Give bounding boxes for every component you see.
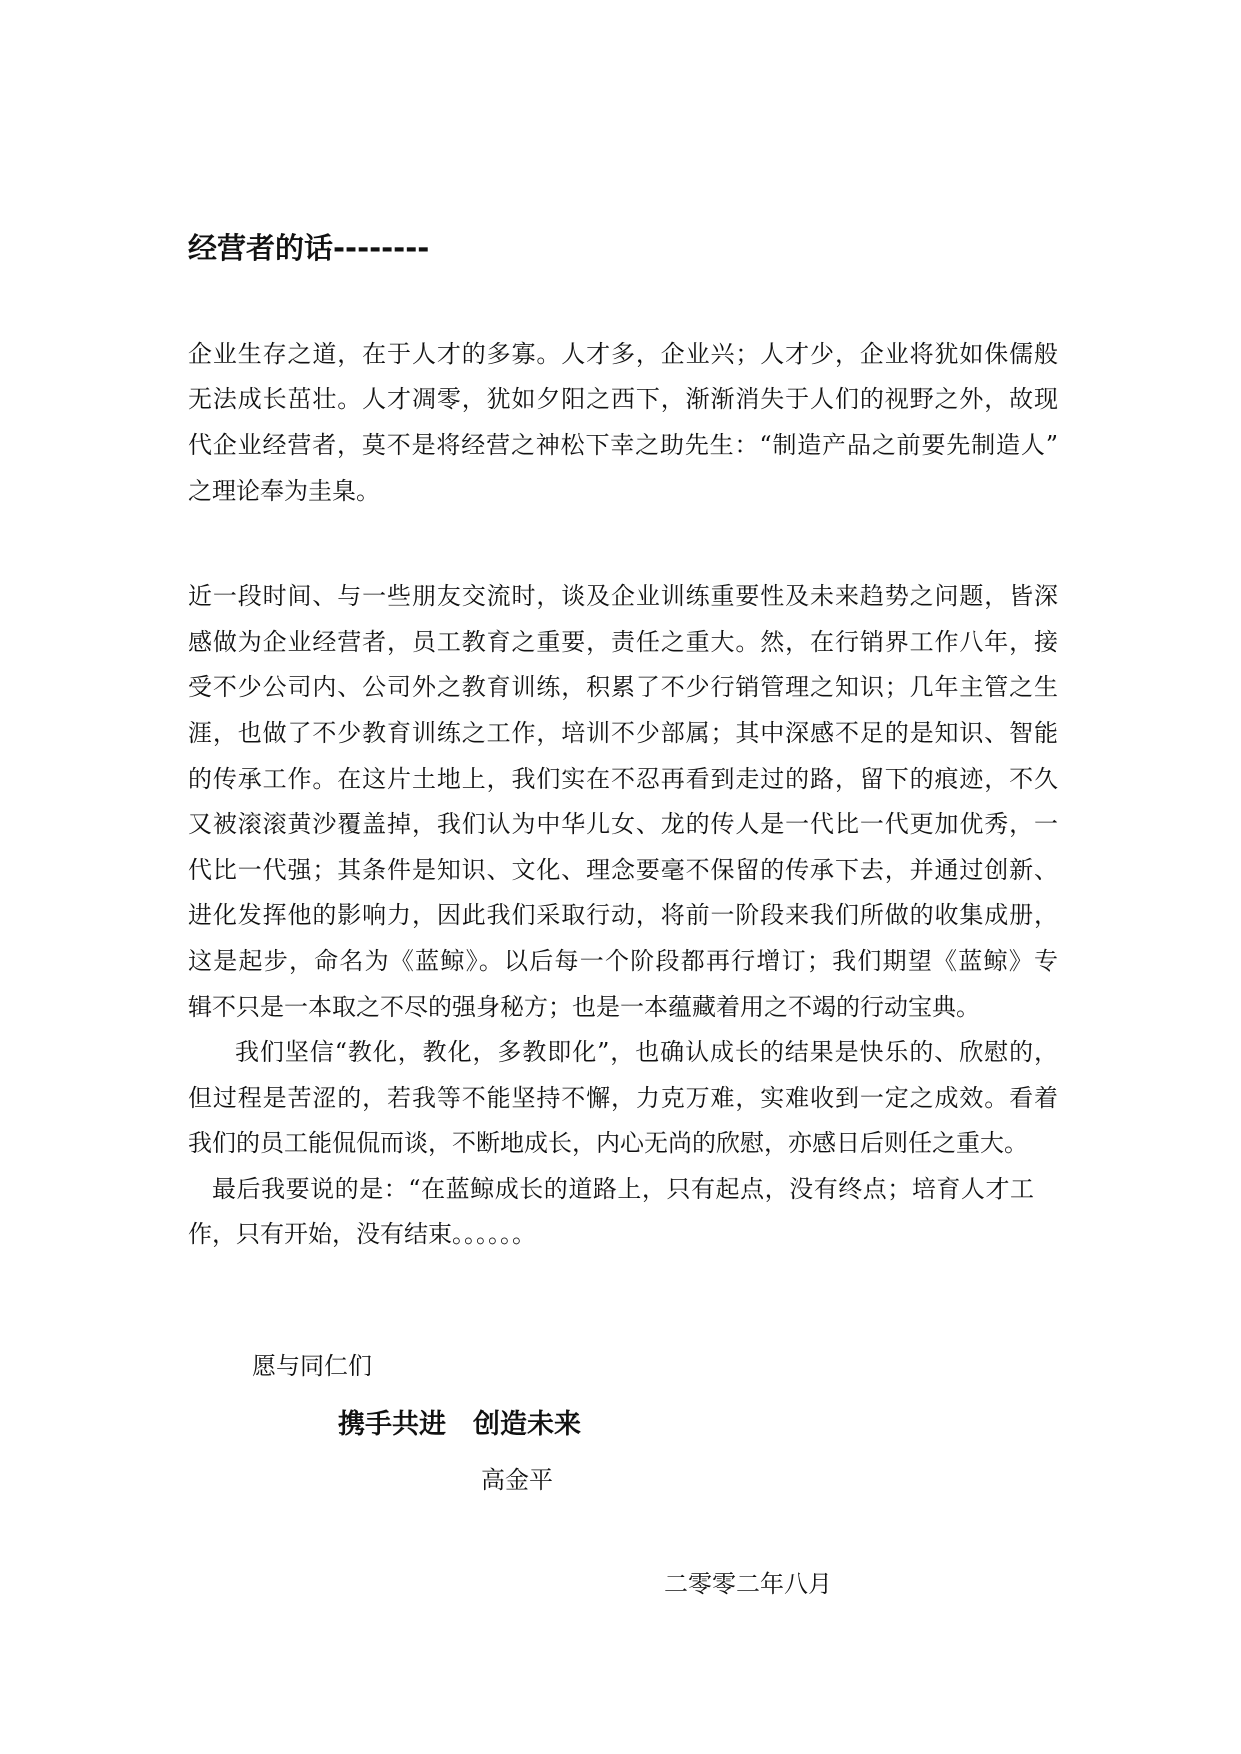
paragraph-2-line-3: 受不少公司内、公司外之教育训练，积累了不少行销管理之知识；几年主管之生 [188,673,1058,701]
paragraph-2-line-5: 的传承工作。在这片土地上，我们实在不忍再看到走过的路，留下的痕迹，不久 [188,765,1058,793]
document-date: 二零零二年八月 [664,1570,832,1598]
document-title: 经营者的话-------- [188,231,430,265]
paragraph-4-line-1: 最后我要说的是：“在蓝鲸成长的道路上，只有起点，没有终点；培育人才工 [212,1175,1034,1203]
closing-wish: 愿与同仁们 [252,1352,372,1380]
author-name: 高金平 [481,1466,553,1494]
paragraph-3-line-2: 但过程是苦涩的，若我等不能坚持不懈，力克万难，实难收到一定之成效。看着 [188,1084,1058,1112]
paragraph-2-line-9: 这是起步，命名为《蓝鲸》。以后每一个阶段都再行增订；我们期望《蓝鲸》专 [188,947,1058,975]
paragraph-2-line-8: 进化发挥他的影响力，因此我们采取行动，将前一阶段来我们所做的收集成册， [188,901,1058,929]
paragraph-2-line-7: 代比一代强；其条件是知识、文化、理念要毫不保留的传承下去，并通过创新、 [188,856,1058,884]
paragraph-2-line-10: 辑不只是一本取之不尽的强身秘方；也是一本蕴藏着用之不竭的行动宝典。 [188,993,980,1021]
paragraph-2-line-2: 感做为企业经营者，员工教育之重要，责任之重大。然，在行销界工作八年，接 [188,628,1058,656]
paragraph-3-line-3: 我们的员工能侃侃而谈，不断地成长，内心无尚的欣慰，亦感日后则任之重大。 [188,1129,1028,1157]
paragraph-1-line-1: 企业生存之道，在于人才的多寡。人才多，企业兴；人才少，企业将犹如侏儒般 [188,340,1058,368]
paragraph-2-line-6: 又被滚滚黄沙覆盖掉，我们认为中华儿女、龙的传人是一代比一代更加优秀，一 [188,810,1058,838]
paragraph-2-line-4: 涯，也做了不少教育训练之工作，培训不少部属；其中深感不足的是知识、智能 [188,719,1058,747]
paragraph-1-line-2: 无法成长茁壮。人才凋零，犹如夕阳之西下，渐渐消失于人们的视野之外，故现 [188,385,1058,413]
paragraph-1-line-4: 之理论奉为圭臬。 [188,477,380,505]
paragraph-3-line-1: 我们坚信“教化，教化，多教即化”，也确认成长的结果是快乐的、欣慰的， [235,1038,1058,1066]
closing-slogan: 携手共进 创造未来 [338,1409,581,1440]
paragraph-1-line-3: 代企业经营者，莫不是将经营之神松下幸之助先生：“制造产品之前要先制造人” [188,431,1058,459]
paragraph-2-line-1: 近一段时间、与一些朋友交流时，谈及企业训练重要性及未来趋势之问题，皆深 [188,582,1058,610]
paragraph-4-line-2: 作，只有开始，没有结束。。。。。。 [188,1220,536,1248]
